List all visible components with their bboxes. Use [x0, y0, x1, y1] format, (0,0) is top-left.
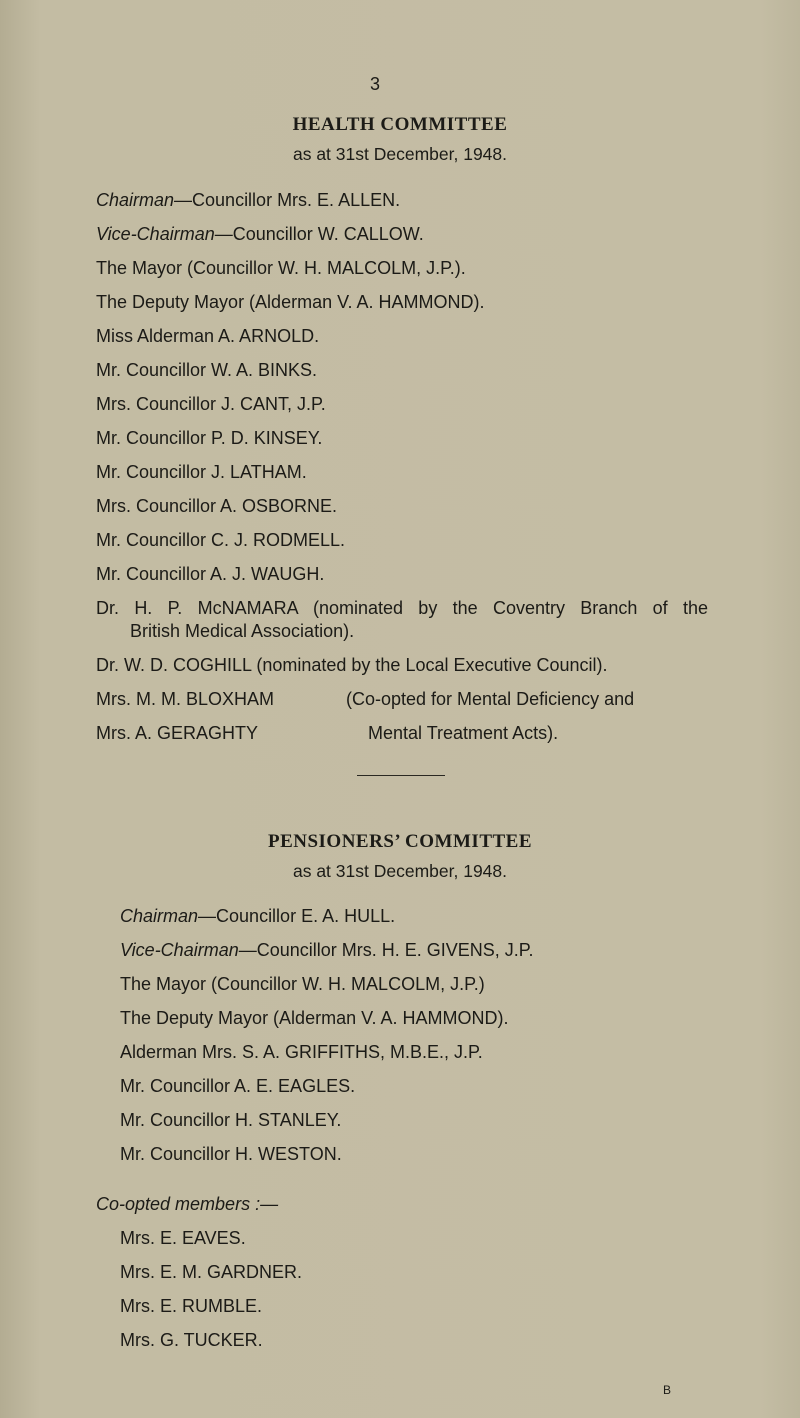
vice-chairman-name: —Councillor W. CALLOW. — [214, 224, 424, 244]
vice-chairman-role: Vice-Chairman — [96, 224, 215, 244]
coopted-member: Mrs. G. TUCKER. — [120, 1330, 263, 1350]
chairman-name: —Councillor E. A. HULL. — [198, 906, 396, 926]
vice-chairman-name: —Councillor Mrs. H. E. GIVENS, J.P. — [238, 940, 534, 960]
health-member: Mr. Councillor C. J. RODMELL. — [96, 530, 346, 550]
pensioners-chairman — [120, 905, 395, 927]
chairman-name: —Councillor Mrs. E. ALLEN. — [174, 190, 401, 210]
coopted-member: Mrs. E. M. GARDNER. — [120, 1262, 303, 1282]
coopted-member: Mrs. E. EAVES. — [120, 1228, 246, 1248]
health-member: Mr. Councillor A. J. WAUGH. — [96, 564, 325, 584]
pensioners-member: Alderman Mrs. S. A. GRIFFITHS, M.B.E., J.P. — [120, 1042, 483, 1062]
health-vice-chairman — [96, 223, 424, 245]
health-member: Mr. Councillor J. LATHAM. — [96, 462, 307, 482]
page-number: 3 — [369, 74, 380, 94]
signature-mark: B — [663, 1383, 672, 1397]
health-chairman — [96, 189, 400, 211]
pensioners-member: The Deputy Mayor (Alderman V. A. HAMMOND). — [120, 1008, 509, 1028]
pensioners-committee-subtitle: as at 31st December, 1948. — [292, 861, 508, 881]
health-member: Miss Alderman A. ARNOLD. — [96, 326, 320, 346]
health-member: Mr. Councillor W. A. BINKS. — [96, 360, 318, 380]
geraghty-note: Mental Treatment Acts). — [368, 723, 559, 743]
coopted-heading: Co-opted members :— — [96, 1194, 279, 1214]
geraghty-name: Mrs. A. GERAGHTY — [96, 723, 259, 743]
health-member: Mr. Councillor P. D. KINSEY. — [96, 428, 323, 448]
chairman-role: Chairman — [96, 190, 175, 210]
health-committee-subtitle: as at 31st December, 1948. — [292, 144, 508, 164]
pensioners-member: Mr. Councillor A. E. EAGLES. — [120, 1076, 356, 1096]
pensioners-member: Mr. Councillor H. WESTON. — [120, 1144, 342, 1164]
coopted-member: Mrs. E. RUMBLE. — [120, 1296, 263, 1316]
health-member: Mrs. Councillor A. OSBORNE. — [96, 496, 338, 516]
pensioners-committee-title: PENSIONERS’ COMMITTEE — [267, 831, 533, 852]
bloxham-note: (Co-opted for Mental Deficiency and — [346, 689, 635, 709]
section-divider — [357, 775, 445, 776]
health-member: Mrs. Councillor J. CANT, J.P. — [96, 394, 326, 414]
pensioners-vice-chairman — [120, 939, 533, 961]
coghill-line: Dr. W. D. COGHILL (nominated by the Local Executive Council). — [96, 655, 608, 675]
health-committee-title: HEALTH COMMITTEE — [292, 114, 508, 135]
mcnamara-line-2: British Medical Association). — [130, 621, 355, 641]
vice-chairman-role: Vice-Chairman — [120, 940, 239, 960]
mcnamara-line-1: Dr. H. P. McNAMARA (nominated by the Coventry Branch of the — [96, 598, 708, 618]
bloxham-name: Mrs. M. M. BLOXHAM — [96, 689, 275, 709]
health-member: The Deputy Mayor (Alderman V. A. HAMMOND). — [96, 292, 485, 312]
chairman-role: Chairman — [120, 906, 199, 926]
health-member: The Mayor (Councillor W. H. MALCOLM, J.P.). — [96, 258, 466, 278]
pensioners-member: The Mayor (Councillor W. H. MALCOLM, J.P.) — [120, 974, 485, 994]
pensioners-member: Mr. Councillor H. STANLEY. — [120, 1110, 342, 1130]
